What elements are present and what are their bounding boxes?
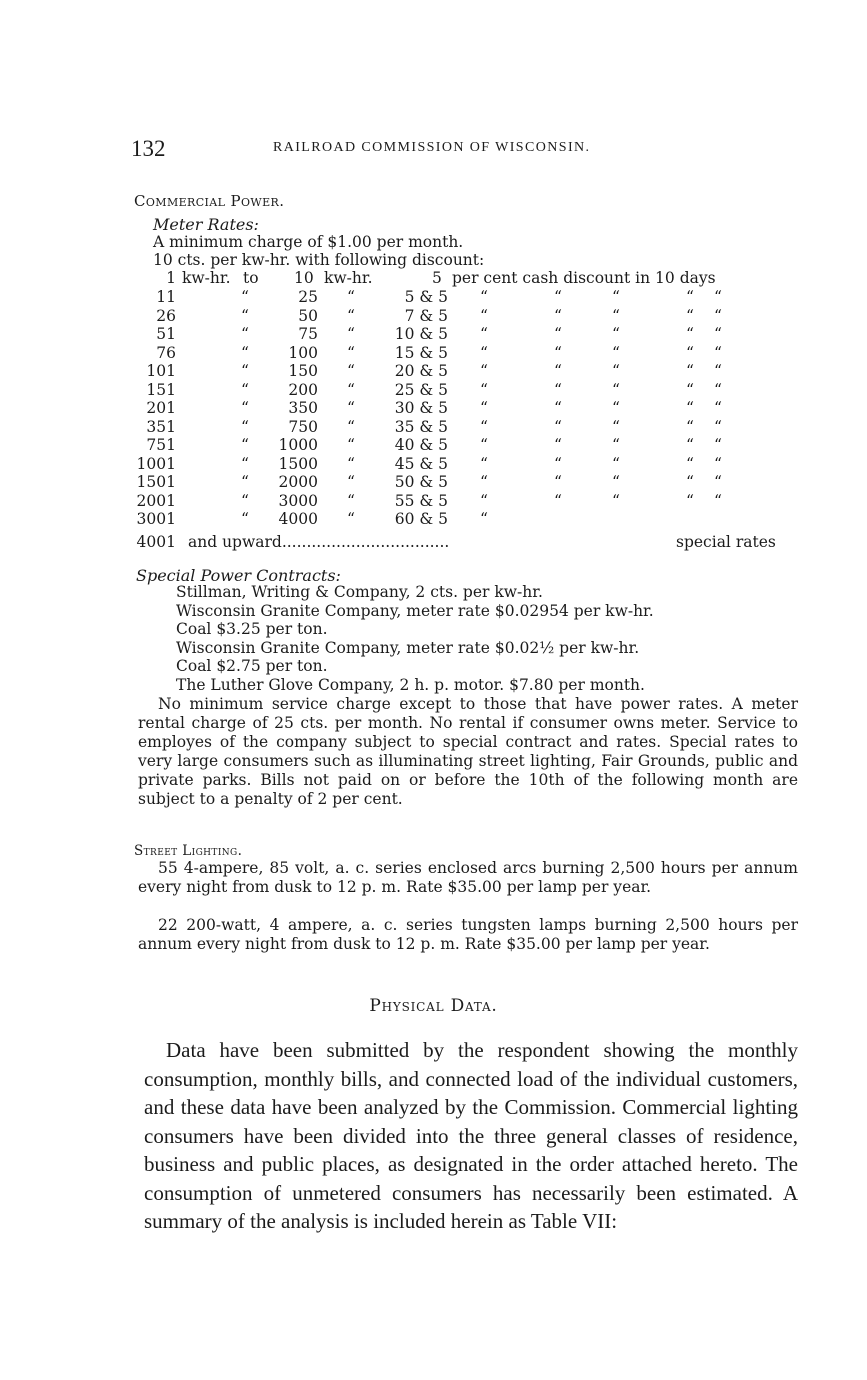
power-rules-paragraph: No minimum service charge except to those that have power rates. A meter rental charge of 25 cts. per month. No rental if consumer owns meter. Service to employes of the company subject to special contract and rates. Special rates to very large consumers such as illuminating street lighting, Fair Grounds, public and private parks. Bills not paid on or before the 10th of the following month are subject to a penalty of 2 per cent. [138, 695, 798, 808]
ditto-mark: “ [241, 491, 249, 510]
rate-row [134, 307, 814, 325]
ditto-mark: “ [686, 473, 694, 491]
rate-discount: 55 & 5 [394, 491, 448, 510]
rate-from: 4001 [136, 533, 176, 551]
rate-discount: 10 & 5 [394, 325, 448, 343]
running-title: RAILROAD COMMISSION OF WISCONSIN. [273, 140, 591, 155]
ditto-mark: “ [347, 362, 355, 380]
ditto-mark: “ [612, 491, 620, 510]
meter-rates-heading: Meter Rates: [153, 215, 259, 234]
street-lighting-paragraph: 55 4-ampere, 85 volt, a. c. series enclosed arcs burning 2,500 hours per annum every night from dusk to 12 p. m. Rate $35.00 per lamp per year. [138, 859, 798, 896]
ditto-mark: “ [241, 380, 249, 399]
rate-to: 100 [288, 343, 318, 362]
ditto-mark: “ [347, 399, 355, 417]
ditto-mark: “ [480, 436, 488, 454]
ditto-mark: “ [686, 362, 694, 380]
contract-item: Wisconsin Granite Company, meter rate $0.02954 per kw-hr. [176, 601, 654, 620]
rate-unit: kw-hr. [182, 269, 231, 287]
rate-to: 150 [288, 362, 318, 380]
ditto-mark: “ [612, 417, 620, 436]
rate-discount: 60 & 5 [394, 510, 448, 528]
special-rates-label: special rates [676, 533, 776, 551]
rate-from: 1001 [136, 454, 176, 473]
rate-to: 1000 [278, 436, 318, 454]
contract-item: Stillman, Writing & Company, 2 cts. per kw-hr. [176, 583, 543, 601]
minimum-charge-line: A minimum charge of $1.00 per month. [153, 233, 464, 251]
ditto-mark: “ [480, 325, 488, 343]
rate-row [134, 510, 814, 528]
rate-from: 151 [146, 380, 176, 399]
ditto-mark: “ [714, 288, 722, 306]
rate-to: 10 [294, 269, 314, 287]
ditto-mark: “ [714, 399, 722, 417]
ditto-mark: “ [241, 306, 249, 325]
ditto-mark: “ [554, 399, 562, 417]
ditto-mark: “ [612, 380, 620, 399]
rate-from: 3001 [136, 510, 176, 528]
ditto-mark: “ [686, 343, 694, 362]
special-power-heading: Special Power Contracts: [136, 566, 341, 585]
ditto-mark: “ [347, 417, 355, 436]
rate-to-word: to [243, 269, 259, 287]
contract-item: Coal $2.75 per ton. [176, 657, 328, 675]
rate-discount: 15 & 5 [394, 343, 448, 362]
ditto-mark: “ [480, 380, 488, 399]
rate-to: 2000 [278, 473, 318, 491]
rate-from: 51 [156, 325, 176, 343]
ditto-mark: “ [480, 306, 488, 325]
contract-item: Coal $3.25 per ton. [176, 620, 328, 638]
page-number: 132 [131, 136, 166, 161]
ditto-mark: “ [241, 325, 249, 343]
ditto-mark: “ [480, 362, 488, 380]
ditto-mark: “ [480, 510, 488, 528]
ditto-mark: “ [612, 436, 620, 454]
ditto-mark: “ [714, 306, 722, 325]
ditto-mark: “ [714, 362, 722, 380]
rate-from: 2001 [136, 491, 176, 510]
ditto-mark: “ [714, 325, 722, 343]
ditto-mark: “ [241, 399, 249, 417]
ditto-mark: “ [686, 436, 694, 454]
ditto-mark: “ [554, 380, 562, 399]
ditto-mark: “ [480, 399, 488, 417]
ditto-mark: “ [480, 491, 488, 510]
rate-discount: 25 & 5 [394, 380, 448, 399]
ditto-mark: “ [554, 325, 562, 343]
ditto-mark: “ [480, 473, 488, 491]
street-lighting-heading: Street Lighting. [134, 843, 243, 859]
ditto-mark: “ [714, 417, 722, 436]
ditto-mark: “ [554, 436, 562, 454]
ditto-mark: “ [347, 473, 355, 491]
ditto-mark: “ [347, 380, 355, 399]
ditto-mark: “ [686, 399, 694, 417]
ditto-mark: “ [347, 436, 355, 454]
rate-to: 4000 [278, 510, 318, 528]
rate-discount-text: per cent cash discount in 10 days [452, 269, 716, 287]
rate-discount: 5 [432, 269, 442, 287]
rate-from: 26 [156, 306, 176, 325]
rate-row-last [134, 533, 814, 551]
ditto-mark: “ [554, 454, 562, 473]
ditto-mark: “ [554, 306, 562, 325]
rate-row [134, 344, 814, 362]
ditto-mark: “ [347, 343, 355, 362]
ditto-mark: “ [241, 510, 249, 528]
ditto-mark: “ [612, 473, 620, 491]
ditto-mark: “ [554, 473, 562, 491]
physical-data-paragraph: Data have been submitted by the respondent showing the monthly consumption, monthly bills, and connected load of the individual customers, and these data have been analyzed by the Commission. Commercial lighting consumers have been divided into the three general classes of residence, business and public places, as designated in the order attached hereto. The consumption of unmetered consumers has necessarily been estimated. A summary of the analysis is included herein as Table VII: [144, 1038, 798, 1233]
rate-row [134, 381, 814, 399]
ditto-mark: “ [554, 288, 562, 306]
rate-row [134, 399, 814, 417]
ditto-mark: “ [714, 491, 722, 510]
ditto-mark: “ [612, 288, 620, 306]
ditto-mark: “ [686, 491, 694, 510]
rate-discount: 5 & 5 [404, 288, 448, 306]
rate-from: 1 [166, 269, 176, 287]
rate-to: 3000 [278, 491, 318, 510]
physical-data-body [144, 1036, 798, 1236]
page-header [131, 136, 811, 166]
rate-discount: 45 & 5 [394, 454, 448, 473]
rate-from: 1501 [136, 473, 176, 491]
ditto-mark: “ [347, 288, 355, 306]
ditto-mark: “ [714, 454, 722, 473]
ditto-mark: “ [686, 417, 694, 436]
rate-from: 201 [146, 399, 176, 417]
rate-to: 25 [298, 288, 318, 306]
commercial-power-heading: Commercial Power. [134, 192, 285, 210]
special-contracts-list [176, 583, 654, 694]
ditto-mark: “ [347, 306, 355, 325]
rate-discount: 35 & 5 [394, 417, 448, 436]
ditto-mark: “ [612, 343, 620, 362]
rate-row [134, 455, 814, 473]
ditto-mark: “ [714, 343, 722, 362]
rate-discount: 7 & 5 [404, 306, 448, 325]
rate-to: 75 [298, 325, 318, 343]
ditto-mark: “ [480, 417, 488, 436]
rate-row [134, 362, 814, 380]
rate-row [134, 473, 814, 491]
ditto-mark: “ [480, 454, 488, 473]
ditto-mark: “ [347, 454, 355, 473]
rate-row [134, 325, 814, 343]
street-lighting-paragraph: 22 200-watt, 4 ampere, a. c. series tungsten lamps burning 2,500 hours per annum every night from dusk to 12 p. m. Rate $35.00 per lamp per year. [138, 916, 798, 953]
ditto-mark: “ [612, 454, 620, 473]
rate-from: 351 [146, 417, 176, 436]
ditto-mark: “ [714, 436, 722, 454]
contract-item: The Luther Glove Company, 2 h. p. motor. $7.80 per month. [176, 675, 645, 694]
rate-unit: kw-hr. [324, 269, 373, 287]
ditto-mark: “ [554, 491, 562, 510]
ditto-mark: “ [686, 325, 694, 343]
rate-from: 101 [146, 362, 176, 380]
ditto-mark: “ [714, 380, 722, 399]
ditto-mark: “ [241, 343, 249, 362]
rate-from: 11 [156, 288, 176, 306]
ditto-mark: “ [612, 399, 620, 417]
rate-from: 76 [156, 343, 176, 362]
rate-row [134, 436, 814, 454]
rate-row [134, 288, 814, 306]
ditto-mark: “ [612, 306, 620, 325]
ditto-mark: “ [241, 417, 249, 436]
ditto-mark: “ [554, 343, 562, 362]
ditto-mark: “ [686, 380, 694, 399]
rate-line: 10 cts. per kw-hr. with following discount: [153, 251, 485, 269]
ditto-mark: “ [347, 491, 355, 510]
rate-to: 200 [288, 380, 318, 399]
rate-to: 350 [288, 399, 318, 417]
ditto-mark: “ [347, 510, 355, 528]
ditto-mark: “ [714, 473, 722, 491]
ditto-mark: “ [480, 288, 488, 306]
contract-item: Wisconsin Granite Company, meter rate $0.02½ per kw-hr. [176, 638, 640, 657]
ditto-mark: “ [480, 343, 488, 362]
rate-discount: 30 & 5 [394, 399, 448, 417]
rate-discount: 40 & 5 [394, 436, 448, 454]
rate-row [134, 418, 814, 436]
ditto-mark: “ [612, 325, 620, 343]
rate-to: 50 [298, 306, 318, 325]
ditto-mark: “ [241, 288, 249, 306]
ditto-mark: “ [686, 306, 694, 325]
ditto-mark: “ [241, 362, 249, 380]
rate-to: 1500 [278, 454, 318, 473]
ditto-mark: “ [554, 417, 562, 436]
ditto-mark: “ [686, 454, 694, 473]
rate-to: 750 [288, 417, 318, 436]
ditto-mark: “ [612, 362, 620, 380]
ditto-mark: “ [241, 436, 249, 454]
ditto-mark: “ [241, 473, 249, 491]
rate-upward-text: and upward.................................. [188, 533, 450, 551]
physical-data-heading: Physical Data. [369, 996, 498, 1016]
rate-row [134, 492, 814, 510]
ditto-mark: “ [241, 454, 249, 473]
rate-from: 751 [146, 436, 176, 454]
ditto-mark: “ [686, 288, 694, 306]
rate-discount: 20 & 5 [394, 362, 448, 380]
rate-discount: 50 & 5 [394, 473, 448, 491]
rate-row-first [134, 269, 814, 287]
ditto-mark: “ [347, 325, 355, 343]
ditto-mark: “ [554, 362, 562, 380]
